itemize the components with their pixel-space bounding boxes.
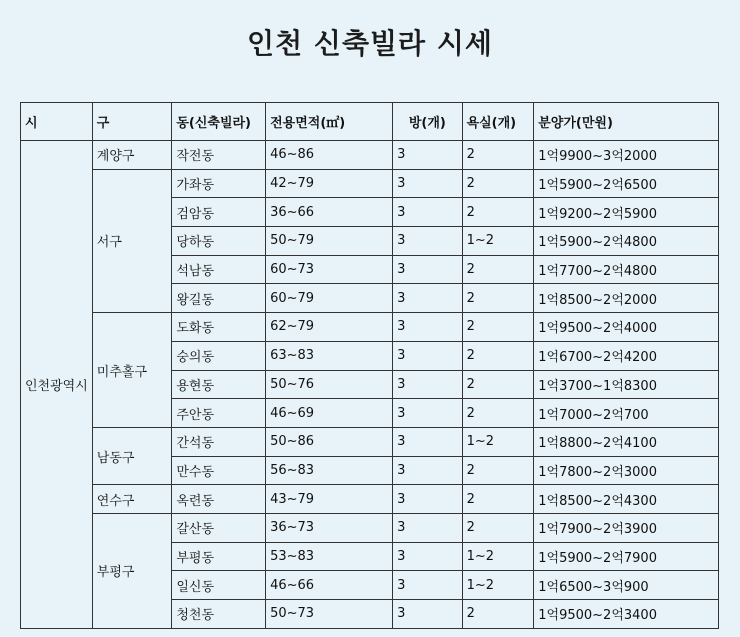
dong-cell: 석남동	[172, 255, 266, 284]
rooms-cell: 3	[393, 227, 462, 256]
dong-cell: 당하동	[172, 227, 266, 256]
rooms-cell: 3	[393, 513, 462, 542]
area-cell: 50~79	[266, 227, 393, 256]
district-cell: 남동구	[92, 427, 172, 484]
header-area: 전용면적(㎡)	[266, 103, 393, 141]
rooms-cell: 3	[393, 370, 462, 399]
baths-cell: 2	[462, 399, 534, 428]
baths-cell: 2	[462, 370, 534, 399]
area-cell: 46~66	[266, 571, 393, 600]
area-cell: 62~79	[266, 313, 393, 342]
dong-cell: 옥련동	[172, 485, 266, 514]
price-cell: 1억9500~2억4000	[534, 313, 719, 342]
rooms-cell: 3	[393, 141, 462, 170]
area-cell: 42~79	[266, 169, 393, 198]
rooms-cell: 3	[393, 542, 462, 571]
baths-cell: 2	[462, 141, 534, 170]
rooms-cell: 3	[393, 399, 462, 428]
page-title: 인천 신축빌라 시세	[247, 27, 493, 60]
dong-cell: 간석동	[172, 427, 266, 456]
baths-cell: 2	[462, 313, 534, 342]
rooms-cell: 3	[393, 427, 462, 456]
dong-cell: 일신동	[172, 571, 266, 600]
district-cell: 부평구	[92, 513, 172, 628]
rooms-cell: 3	[393, 198, 462, 227]
district-cell: 연수구	[92, 485, 172, 514]
price-cell: 1억6500~3억900	[534, 571, 719, 600]
price-cell: 1억7000~2억700	[534, 399, 719, 428]
baths-cell: 2	[462, 255, 534, 284]
price-cell: 1억5900~2억4800	[534, 227, 719, 256]
baths-cell: 2	[462, 341, 534, 370]
price-cell: 1억6700~2억4200	[534, 341, 719, 370]
table-row	[21, 169, 719, 198]
price-cell: 1억9900~3억2000	[534, 141, 719, 170]
baths-cell: 2	[462, 456, 534, 485]
baths-cell: 2	[462, 284, 534, 313]
area-cell: 53~83	[266, 542, 393, 571]
area-cell: 36~73	[266, 513, 393, 542]
dong-cell: 부평동	[172, 542, 266, 571]
area-cell: 46~86	[266, 141, 393, 170]
dong-cell: 숭의동	[172, 341, 266, 370]
header-price: 분양가(만원)	[534, 103, 719, 141]
dong-cell: 용현동	[172, 370, 266, 399]
header-dong: 동(신축빌라)	[172, 103, 266, 141]
price-cell: 1억9200~2억5900	[534, 198, 719, 227]
area-cell: 46~69	[266, 399, 393, 428]
header-city: 시	[21, 103, 93, 141]
area-cell: 50~73	[266, 600, 393, 629]
area-cell: 63~83	[266, 341, 393, 370]
dong-cell: 갈산동	[172, 513, 266, 542]
table-row	[21, 141, 719, 170]
area-cell: 36~66	[266, 198, 393, 227]
table-body	[21, 141, 719, 629]
price-cell: 1억7700~2억4800	[534, 255, 719, 284]
area-cell: 50~76	[266, 370, 393, 399]
header-rooms: 방(개)	[393, 103, 462, 141]
price-cell: 1억5900~2억6500	[534, 169, 719, 198]
baths-cell: 2	[462, 198, 534, 227]
district-cell: 미추홀구	[92, 313, 172, 428]
dong-cell: 작전동	[172, 141, 266, 170]
price-cell: 1억3700~1억8300	[534, 370, 719, 399]
district-cell: 서구	[92, 169, 172, 312]
rooms-cell: 3	[393, 485, 462, 514]
area-cell: 60~79	[266, 284, 393, 313]
rooms-cell: 3	[393, 284, 462, 313]
table-row	[21, 485, 719, 514]
table-row	[21, 427, 719, 456]
dong-cell: 왕길동	[172, 284, 266, 313]
table-header-row	[21, 103, 719, 141]
price-cell: 1억8500~2억4300	[534, 485, 719, 514]
price-cell: 1억9500~2억3400	[534, 600, 719, 629]
rooms-cell: 3	[393, 169, 462, 198]
baths-cell: 2	[462, 485, 534, 514]
baths-cell: 2	[462, 600, 534, 629]
baths-cell: 2	[462, 513, 534, 542]
area-cell: 50~86	[266, 427, 393, 456]
table-row	[21, 513, 719, 542]
area-cell: 43~79	[266, 485, 393, 514]
header-district: 구	[92, 103, 172, 141]
table-row	[21, 313, 719, 342]
baths-cell: 1~2	[462, 227, 534, 256]
dong-cell: 도화동	[172, 313, 266, 342]
rooms-cell: 3	[393, 571, 462, 600]
price-cell: 1억8800~2억4100	[534, 427, 719, 456]
dong-cell: 청천동	[172, 600, 266, 629]
rooms-cell: 3	[393, 341, 462, 370]
price-cell: 1억7800~2억3000	[534, 456, 719, 485]
price-cell: 1억7900~2억3900	[534, 513, 719, 542]
rooms-cell: 3	[393, 600, 462, 629]
district-cell: 계양구	[92, 141, 172, 170]
baths-cell: 1~2	[462, 427, 534, 456]
dong-cell: 검암동	[172, 198, 266, 227]
baths-cell: 1~2	[462, 571, 534, 600]
price-table	[20, 102, 719, 629]
rooms-cell: 3	[393, 255, 462, 284]
dong-cell: 주안동	[172, 399, 266, 428]
baths-cell: 2	[462, 169, 534, 198]
rooms-cell: 3	[393, 456, 462, 485]
city-cell: 인천광역시	[21, 141, 93, 629]
dong-cell: 가좌동	[172, 169, 266, 198]
price-cell: 1억5900~2억7900	[534, 542, 719, 571]
area-cell: 56~83	[266, 456, 393, 485]
rooms-cell: 3	[393, 313, 462, 342]
price-cell: 1억8500~2억2000	[534, 284, 719, 313]
baths-cell: 1~2	[462, 542, 534, 571]
dong-cell: 만수동	[172, 456, 266, 485]
header-baths: 욕실(개)	[462, 103, 534, 141]
area-cell: 60~73	[266, 255, 393, 284]
